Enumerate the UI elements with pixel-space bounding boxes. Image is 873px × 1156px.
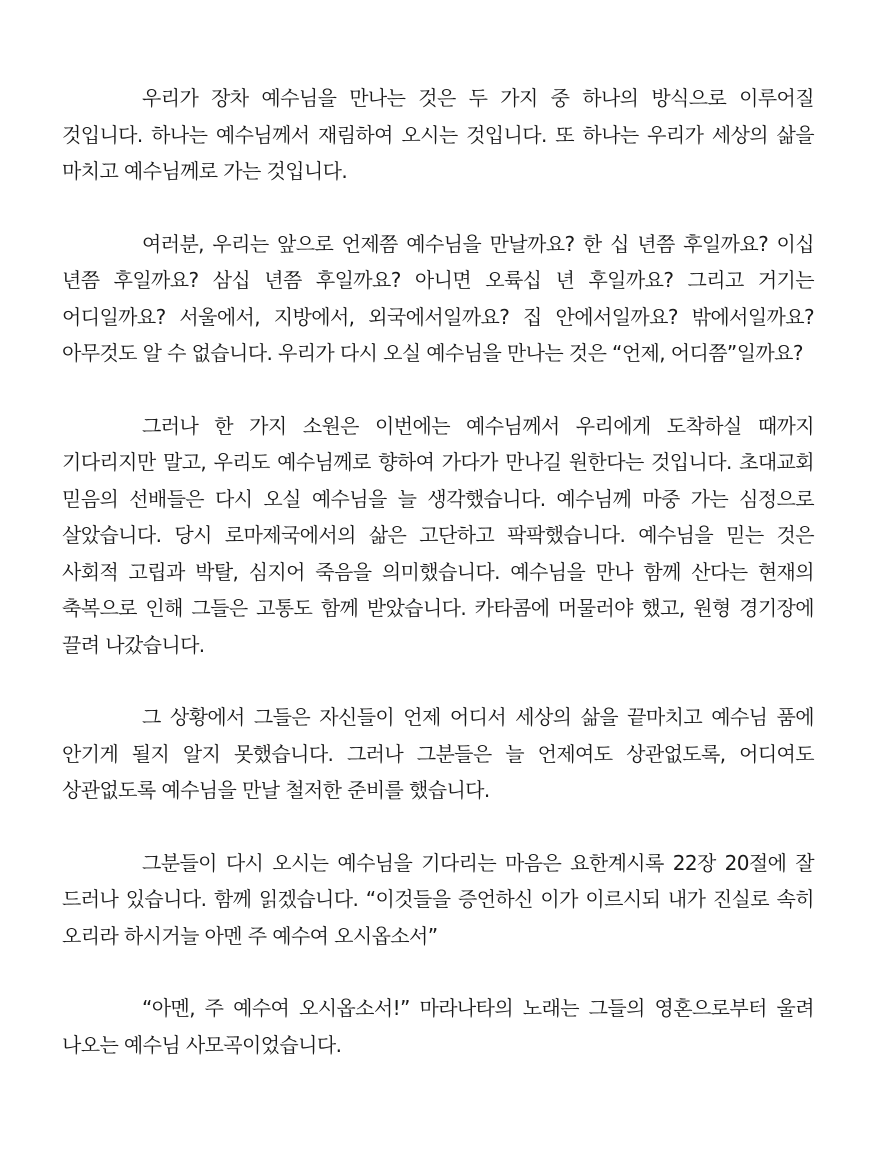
paragraph-2: 여러분, 우리는 앞으로 언제쯤 예수님을 만날까요? 한 십 년쯤 후일까요? 이십 년쯤 후일까요? 삼십 년쯤 후일까요? 아니면 오륙십 년 후일까요? 그리고 거기는 어디일까요? 서울에서, 지방에서, 외국에서일까요? 집 안에서일까요? 밖에서일까요? 아무것도 알 수 없습니다. 우리가 다시 오실 예수님을 만나는 것은 “언제, 어디쯤”일까요?: [62, 231, 814, 365]
document-body: [62, 80, 814, 1099]
paragraph-6: “아멘, 주 예수여 오시옵소서!” 마라나타의 노래는 그들의 영혼으로부터 울려 나오는 예수님 사모곡이었습니다.: [62, 996, 814, 1057]
paragraph-4: 그 상황에서 그들은 자신들이 언제 어디서 세상의 삶을 끝마치고 예수님 품에 안기게 될지 알지 못했습니다. 그러나 그분들은 늘 언제여도 상관없도록, 어디여도 상관없도록 예수님을 만날 철저한 준비를 했습니다.: [62, 705, 814, 802]
paragraph-1: 우리가 장차 예수님을 만나는 것은 두 가지 중 하나의 방식으로 이루어질 것입니다. 하나는 예수님께서 재림하여 오시는 것입니다. 또 하나는 우리가 세상의 삶을 마치고 예수님께로 가는 것입니다.: [62, 86, 814, 183]
paragraph-5: 그분들이 다시 오시는 예수님을 기다리는 마음은 요한계시록 22장 20절에 잘 드러나 있습니다. 함께 읽겠습니다. “이것들을 증언하신 이가 이르시되 내가 진실로 속히 오리라 하시거늘 아멘 주 예수여 오시옵소서”: [62, 850, 814, 948]
paragraph-3: 그러나 한 가지 소원은 이번에는 예수님께서 우리에게 도착하실 때까지 기다리지만 말고, 우리도 예수님께로 향하여 가다가 만나길 원한다는 것입니다. 초대교회 믿음의 선배들은 다시 오실 예수님을 늘 생각했습니다. 예수님께 마중 가는 심정으로 살았습니다. 당시 로마제국에서의 삶은 고단하고 팍팍했습니다. 예수님을 믿는 것은 사회적 고립과 박탈, 심지어 죽음을 의미했습니다. 예수님을 만나 함께 산다는 현재의 축복으로 인해 그들은 고통도 함께 받았습니다. 카타콤에 머물러야 했고, 원형 경기장에 끌려 나갔습니다.: [62, 413, 814, 657]
